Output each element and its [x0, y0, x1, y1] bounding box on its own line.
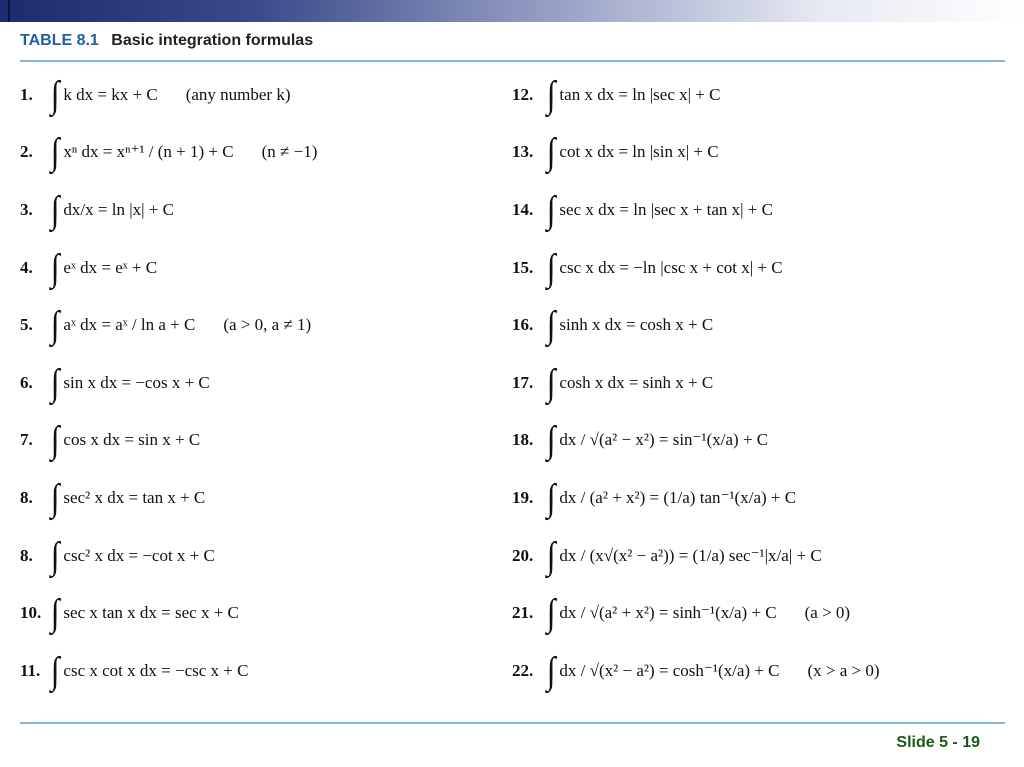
integral-sign-icon: ∫ — [546, 131, 556, 174]
formula-number: 13. — [512, 142, 534, 162]
formula-number: 10. — [20, 603, 42, 623]
integral-sign-icon: ∫ — [546, 592, 556, 635]
formula-row — [20, 642, 500, 700]
formula-row — [512, 239, 1012, 297]
formula-expression: eˣ dx = eˣ + C — [63, 257, 158, 277]
integral-sign-icon: ∫ — [50, 649, 60, 692]
integral-sign-icon: ∫ — [50, 476, 60, 519]
formula-number: 19. — [512, 487, 534, 507]
integral-sign-icon: ∫ — [546, 73, 556, 116]
formula-expression: dx / √(a² + x²) = sinh⁻¹(x/a) + C — [559, 603, 777, 623]
header-accent-mark — [8, 0, 10, 22]
formula-row — [20, 124, 500, 182]
formula-row — [20, 469, 500, 527]
integral-sign-icon: ∫ — [546, 419, 556, 462]
formula-number: 7. — [20, 430, 33, 450]
formula-expression: dx / (x√(x² − a²)) = (1/a) sec⁻¹|x/a| + C — [559, 545, 822, 565]
table-number: TABLE 8.1 — [20, 32, 99, 49]
integral-sign-icon: ∫ — [546, 246, 556, 289]
integral-sign-icon: ∫ — [50, 304, 60, 347]
formula-number: 2. — [20, 142, 33, 162]
formula-expression: sinh x dx = cosh x + C — [559, 315, 714, 335]
slide-header-bar — [0, 0, 1024, 22]
slide-number: Slide 5 - 19 — [896, 734, 980, 751]
integral-sign-icon: ∫ — [50, 361, 60, 404]
formula-number: 5. — [20, 315, 33, 335]
formula-number: 11. — [20, 660, 41, 680]
formula-row — [512, 584, 1012, 642]
formula-row — [512, 527, 1012, 585]
integral-sign-icon: ∫ — [546, 649, 556, 692]
formula-row — [20, 239, 500, 297]
formula-number: 4. — [20, 257, 33, 277]
formula-row — [512, 354, 1012, 412]
integral-sign-icon: ∫ — [546, 534, 556, 577]
formula-expression: xⁿ dx = xⁿ⁺¹ / (n + 1) + C — [63, 142, 234, 162]
integral-sign-icon: ∫ — [50, 131, 60, 174]
formula-number: 3. — [20, 199, 33, 219]
formula-expression: cosh x dx = sinh x + C — [559, 372, 714, 392]
integral-sign-icon: ∫ — [50, 592, 60, 635]
formula-row — [20, 354, 500, 412]
formula-condition: (a > 0, a ≠ 1) — [223, 315, 312, 335]
formula-number: 22. — [512, 660, 534, 680]
formula-expression: cot x dx = ln |sin x| + C — [559, 142, 719, 162]
formula-condition: (n ≠ −1) — [261, 142, 318, 162]
right-formula-column — [512, 66, 1012, 700]
integral-sign-icon: ∫ — [546, 188, 556, 231]
formula-number: 18. — [512, 430, 534, 450]
integral-sign-icon: ∫ — [546, 304, 556, 347]
bottom-divider — [20, 722, 1005, 724]
formula-expression: aˣ dx = aˣ / ln a + C — [63, 315, 196, 335]
table-title: Basic integration formulas — [111, 32, 314, 49]
formula-number: 21. — [512, 603, 534, 623]
formula-expression: sec² x dx = tan x + C — [63, 487, 206, 507]
formula-expression: dx / √(x² − a²) = cosh⁻¹(x/a) + C — [559, 660, 780, 680]
formula-row — [20, 584, 500, 642]
formula-expression: csc x dx = −ln |csc x + cot x| + C — [559, 257, 783, 277]
formula-row — [512, 181, 1012, 239]
formula-condition: (a > 0) — [804, 603, 851, 623]
formula-number: 8. — [20, 487, 33, 507]
formula-expression: tan x dx = ln |sec x| + C — [559, 84, 721, 104]
formula-number: 12. — [512, 84, 534, 104]
integral-sign-icon: ∫ — [50, 246, 60, 289]
integral-sign-icon: ∫ — [50, 419, 60, 462]
integral-sign-icon: ∫ — [546, 476, 556, 519]
formula-condition: (x > a > 0) — [807, 660, 880, 680]
formula-number: 20. — [512, 545, 534, 565]
integral-sign-icon: ∫ — [50, 534, 60, 577]
formula-number: 14. — [512, 199, 534, 219]
formula-row — [20, 412, 500, 470]
formula-number: 16. — [512, 315, 534, 335]
formula-expression: sec x dx = ln |sec x + tan x| + C — [559, 199, 773, 219]
formula-row — [512, 412, 1012, 470]
formula-number: 1. — [20, 84, 33, 104]
formula-row — [512, 642, 1012, 700]
formula-expression: dx/x = ln |x| + C — [63, 199, 174, 219]
formula-expression: csc x cot x dx = −csc x + C — [63, 660, 249, 680]
formula-number: 6. — [20, 372, 33, 392]
left-formula-column — [20, 66, 500, 700]
formula-condition: (any number k) — [185, 84, 291, 104]
formula-row — [20, 181, 500, 239]
formula-expression: dx / √(a² − x²) = sin⁻¹(x/a) + C — [559, 430, 769, 450]
formula-row — [512, 469, 1012, 527]
formula-expression: cos x dx = sin x + C — [63, 430, 201, 450]
formula-expression: sec x tan x dx = sec x + C — [63, 603, 239, 623]
formula-row — [20, 527, 500, 585]
formula-number: 15. — [512, 257, 534, 277]
formula-expression: dx / (a² + x²) = (1/a) tan⁻¹(x/a) + C — [559, 487, 797, 507]
formula-row — [20, 296, 500, 354]
integral-sign-icon: ∫ — [546, 361, 556, 404]
top-divider — [20, 60, 1005, 62]
formula-number: 8. — [20, 545, 33, 565]
formula-expression: sin x dx = −cos x + C — [63, 372, 210, 392]
integral-sign-icon: ∫ — [50, 188, 60, 231]
formula-row — [512, 124, 1012, 182]
formula-row — [20, 66, 500, 124]
formula-row — [512, 66, 1012, 124]
formula-expression: k dx = kx + C — [63, 84, 158, 104]
formula-expression: csc² x dx = −cot x + C — [63, 545, 215, 565]
integral-sign-icon: ∫ — [50, 73, 60, 116]
formula-row — [512, 296, 1012, 354]
formula-number: 17. — [512, 372, 534, 392]
table-heading — [20, 32, 313, 50]
